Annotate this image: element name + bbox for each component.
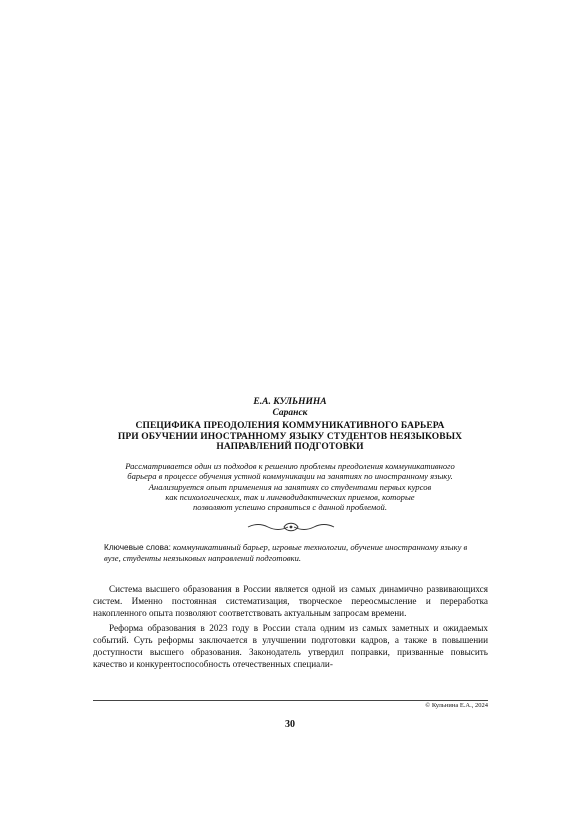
page-number: 30 — [285, 719, 295, 730]
keywords-text: коммуникативный барьер, игровые технологии, обучение иностранному языку в вузе, студенты неязыковых направлений подготовки. — [104, 542, 468, 563]
author-city: Саранск — [272, 408, 308, 418]
abstract — [100, 461, 480, 512]
body-paragraph: Система высшего образования в России является одной из самых динамично развивающихся систем. Именно постоянная систематизация, творческое переосмысление и переработка накопленного опыта позволяют соответствовать актуальным запросам времени. — [93, 584, 488, 618]
keywords-label: Ключевые слова: — [104, 542, 171, 552]
body-paragraph: Реформа образования в 2023 году в России стала одним из самых заметных и ожидаемых событий. Суть реформы заключается в улучшении подготовки кадров, а также в повышении доступности высшего образования. Законодатель утвердил поправки, призванные повысить качество и конкурентоспособность отечественных специали- — [93, 623, 488, 669]
title-line: НАПРАВЛЕНИЙ ПОДГОТОВКИ — [216, 442, 364, 452]
title-line: ПРИ ОБУЧЕНИИ ИНОСТРАННОМУ ЯЗЫКУ СТУДЕНТОВ НЕЯЗЫКОВЫХ — [117, 431, 463, 442]
abstract-line: Анализируется опыт применения на занятиях со студентами первых курсов — [148, 481, 432, 492]
article-title — [60, 421, 520, 453]
copyright-notice: © Кульнина Е.А., 2024 — [425, 702, 488, 709]
footer-divider — [93, 700, 488, 701]
abstract-line: Рассматривается один из подходов к решению проблемы преодоления коммуникативного — [125, 461, 455, 471]
abstract-line: позволяют успешно справиться с данной проблемой. — [193, 502, 387, 513]
body-text — [93, 584, 488, 675]
abstract-line: барьера в процессе обучения устной коммуникации на занятиях по иностранному языку. — [127, 471, 453, 482]
keywords — [104, 542, 484, 563]
abstract-line: как психологических, так и лингводидактических приемов, которые — [165, 491, 415, 502]
author-name: Е.А. КУЛЬНИНА — [253, 397, 327, 407]
title-line: СПЕЦИФИКА ПРЕОДОЛЕНИЯ КОММУНИКАТИВНОГО БАРЬЕРА — [135, 421, 445, 431]
ornament-divider — [246, 520, 336, 534]
